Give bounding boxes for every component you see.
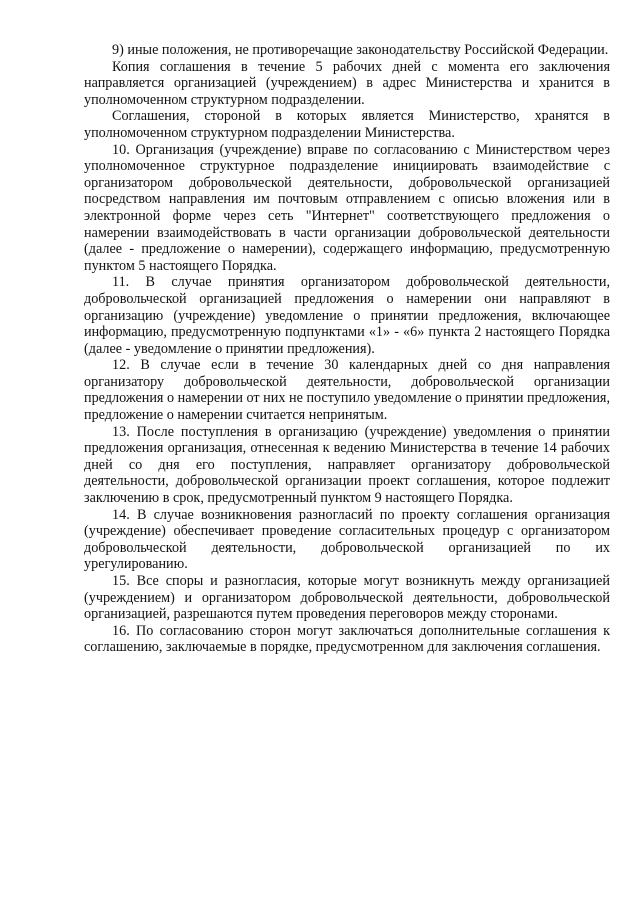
paragraph-12: 12. В случае если в течение 30 календарных дней со дня направления организатору добровольческой деятельности, добровольческой организации предложения о намерении от них не поступило уведомление о принятии предложения, предложение о намерении считается непринятым. xyxy=(84,357,611,424)
paragraph-copy-of-agreement: Копия соглашения в течение 5 рабочих дней с момента его заключения направляется организацией (учреждением) в адрес Министерства и хранится в уполномоченном структурном подразделении. xyxy=(84,58,610,108)
paragraph-14: 14. В случае возникновения разногласий по проекту соглашения организация (учреждение) обеспечивает проведение согласительных процедур с организатором добровольческой деятельности, добровольческой организацией по их урегулированию. xyxy=(84,506,610,573)
paragraph-13: 13. После поступления в организацию (учреждение) уведомления о принятии предложения организация, отнесенная к ведению Министерства в течение 14 рабочих дней со дня его поступления, направляет организатору добровольческой деятельности, добровольческой организации проект соглашения, которое подлежит заключению в срок, предусмотренный пунктом 9 настоящего Порядка. xyxy=(84,423,610,507)
paragraph-agreements-storage: Соглашения, стороной в которых является Министерство, хранятся в уполномоченном структурном подразделении Министерства. xyxy=(84,108,610,141)
paragraph-11: 11. В случае принятия организатором добровольческой деятельности, добровольческой организацией предложения о намерении они направляют в организацию (учреждение) уведомление о принятии предложения, включающее информацию, предусмотренную подпунктами «1» - «6» пункта 2 настоящего Порядка (далее - уведомление о принятии предложения). xyxy=(84,274,610,357)
paragraph-16: 16. По согласованию сторон могут заключаться дополнительные соглашения к соглашению, заключаемые в порядке, предусмотренном для заключения соглашения. xyxy=(84,622,610,656)
paragraph-10: 10. Организация (учреждение) вправе по согласованию с Министерством через уполномоченное структурное подразделение инициировать взаимодействие с организатором добровольческой деятельности, добровольческой организацией посредством направления им почтовым отправлением с описью вложения или в электронной форме через сеть "Интернет" соответствующего предложения о намерении взаимодействовать в части организации добровольческой деятельности (далее - предложение о намерении), содержащего информацию, предусмотренную пунктом 5 настоящего Порядка. xyxy=(84,141,610,274)
paragraph-15: 15. Все споры и разногласия, которые могут возникнуть между организацией (учреждением) и организатором добровольческой деятельности, добровольческой организацией, разрешаются путем проведения переговоров между сторонами. xyxy=(84,573,610,623)
paragraph-item-9: 9) иные положения, не противоречащие законодательству Российской Федерации. xyxy=(112,42,609,58)
